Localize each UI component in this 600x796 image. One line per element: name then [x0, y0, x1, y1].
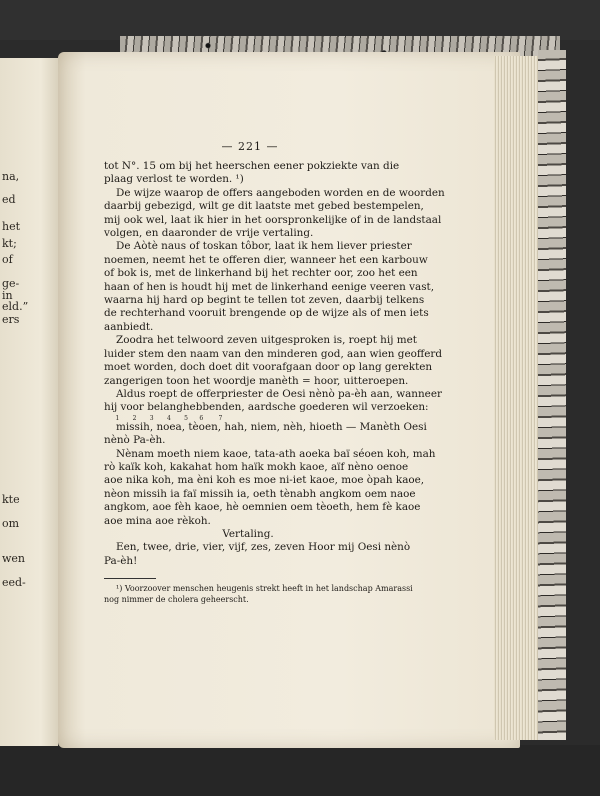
paragraph-6: [104, 447, 436, 528]
left-page-fragment: kt;: [2, 237, 17, 250]
text-line: Nènam moeth niem kaoe, tata-ath aoeka baï séoen koh, mah: [116, 447, 436, 460]
left-page-fragment: of: [2, 253, 13, 266]
text-line: Aldus roept de offerpriester de Oesi nènò pa-èh aan, wanneer: [116, 387, 442, 400]
left-page-fragment: ge-: [2, 277, 20, 290]
text-line: Een, twee, drie, vier, vijf, zes, zeven Hoor mij Oesi nènò: [116, 541, 411, 554]
left-page-fragment: ers: [2, 313, 20, 326]
count-numbers: 1 2 3 4 5 6 7: [104, 414, 223, 422]
text-line: moet worden, doch doet dit voorafgaan door op lang gerekten: [104, 361, 433, 374]
page-text: [104, 160, 445, 605]
backdrop-bottom: [0, 745, 600, 796]
text-line: aoe nika koh, ma èni koh es moe ni-iet kaoe, moe òpah kaoe,: [104, 474, 425, 487]
text-line: volgen, en daaronder de vrije vertaling.: [104, 227, 314, 240]
footnote-rule: [104, 578, 156, 579]
footnote: [104, 583, 413, 605]
paragraph-3: [104, 240, 435, 334]
text-line: daarbij gebezigd, wilt ge dit laatste met gebed bestempelen,: [104, 200, 424, 213]
left-page-fragment: eld.”: [2, 300, 29, 313]
text-line: aoe mina aoe rèkoh.: [104, 514, 211, 527]
left-page-fragment: ed: [2, 193, 16, 206]
paragraph-2: [104, 186, 445, 241]
text-line: Pa-èh!: [104, 554, 138, 567]
text-line: de rechterhand vooruit brengende op de wijze als of men iets: [104, 307, 429, 320]
text-line: plaag verlost te worden. ¹): [104, 173, 244, 186]
translation-heading: Vertaling.: [222, 527, 274, 540]
text-line: of bok is, met de linkerhand bij het rechter oor, zoo het een: [104, 267, 418, 280]
text-line: hij voor belanghebbenden, aardsche goederen wil verzoeken:: [104, 401, 429, 414]
text-line: nèon missih ia faï missih ia, oeth tènabh angkom oem naoe: [104, 487, 416, 500]
left-page-fragment: wen: [2, 552, 26, 565]
left-page-fragment: om: [2, 517, 20, 530]
paragraph-4: [104, 334, 443, 388]
text-line: angkom, aoe fèh kaoe, hè oemnien oem tèoeth, hem fè kaoe: [104, 501, 421, 514]
paragraph-1: [104, 160, 400, 187]
text-line: mij ook wel, laat ik hier in het oorspronkelijke of in de landstaal: [104, 213, 442, 226]
page-number: — 221 —: [221, 140, 279, 153]
marbled-cover-right: [538, 50, 566, 740]
text-line: noemen, neemt het te offeren dier, wanneer het een karbouw: [104, 253, 428, 266]
translation: [104, 541, 411, 568]
text-line: aanbiedt.: [104, 320, 154, 333]
text-line: luider stem den naam van den minderen god, aan wien geofferd: [104, 347, 443, 360]
count-line-2: nènò Pa-èh.: [104, 434, 166, 447]
left-page-fragment: kte: [2, 493, 20, 506]
text-line: De Aòtè naus of toskan tôbor, laat ik hem liever priester: [116, 240, 412, 253]
left-page-fragment: het: [2, 220, 21, 233]
count-line: missih, noea, tèoen, hah, niem, nèh, hioeth — Manèth Oesi: [116, 420, 427, 433]
text-line: tot N°. 15 om bij het heerschen eener pokziekte van die: [104, 160, 400, 172]
text-line: waarna hij hard op begint te tellen tot zeven, daarbij telkens: [104, 294, 425, 307]
page-edges: [494, 56, 538, 740]
text-line: zangerigen toon het woordje manèth = hoor, uitteroepen.: [104, 374, 409, 387]
text-line: rò kaïk koh, kakahat hom haïk mokh kaoe, aïf nèno oenoe: [104, 460, 409, 473]
text-line: nog nimmer de cholera geheerscht.: [104, 595, 249, 605]
left-page: [0, 58, 58, 746]
text-line: ¹) Voorzoover menschen heugenis strekt heeft in het landschap Amarassi: [116, 584, 413, 594]
text-line: haan of hen is houdt hij met de linkerhand eenige veeren vast,: [104, 280, 435, 293]
text-line: De wijze waarop de offers aangeboden worden en de woorden: [116, 186, 445, 199]
text-line: Zoodra het telwoord zeven uitgesproken is, roept hij met: [116, 334, 417, 347]
left-page-fragment: in: [2, 289, 13, 302]
backdrop-top: [0, 0, 600, 40]
left-page-fragment: eed-: [2, 576, 26, 589]
paragraph-5: [104, 387, 442, 415]
left-page-fragment: na,: [2, 170, 20, 183]
